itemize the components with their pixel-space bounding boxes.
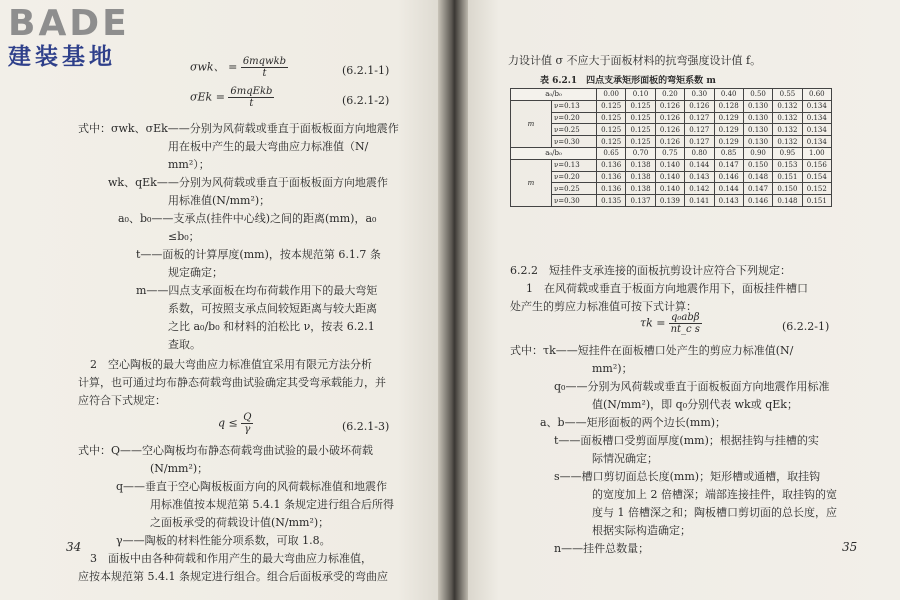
table-poisson-cell: ν=0.20 [552,171,597,183]
table-value-cell: 0.126 [655,124,684,136]
text-line: t——面板槽口受剪面厚度(mm)；根据挂钩与挂槽的实 [554,434,819,447]
table-symbol-cell: m [511,100,552,147]
table-header-cell: a₀/b₀ [511,89,597,101]
text-line: 应按本规范第 5.4.1 条规定进行组合。组合后面板承受的弯曲应 [78,570,388,583]
table-poisson-cell: ν=0.13 [552,159,597,171]
table-value-cell: 0.136 [597,183,626,195]
table-header-cell: 0.10 [626,89,655,101]
table-value-cell: 0.146 [714,171,743,183]
table-value-cell: 0.125 [626,124,655,136]
table-value-cell: 0.132 [773,112,802,124]
table-header-cell: a₀/b₀ [511,147,597,159]
table-value-cell: 0.132 [773,136,802,148]
equation-number: (6.2.1-2) [342,94,390,107]
table-row [511,112,832,124]
table-header-cell: 0.00 [597,89,626,101]
moment-coefficient-table [510,88,832,207]
text-line: 的宽度加上 2 倍槽深；端部连接挂件，取挂钩的宽 [592,488,837,501]
table-header-cell: 1.00 [802,147,831,159]
text-line: 2 空心陶板的最大弯曲应力标准值宜采用有限元方法分析 [90,358,372,371]
table-poisson-cell: ν=0.20 [552,112,597,124]
table-value-cell: 0.137 [626,195,655,207]
table-value-cell: 0.143 [714,195,743,207]
table-header-cell: 0.95 [773,147,802,159]
table-value-cell: 0.156 [802,159,831,171]
table-caption: 表 6.2.1 四点支承矩形面板的弯矩系数 m [540,76,716,86]
table-header-cell: 0.40 [714,89,743,101]
table-value-cell: 0.150 [743,159,772,171]
site-logo [8,3,130,72]
table-value-cell: 0.125 [597,136,626,148]
table-poisson-cell: ν=0.25 [552,183,597,195]
table-value-cell: 0.141 [685,195,714,207]
text-line: 力设计值 σ 不应大于面板材料的抗弯强度设计值 f。 [508,54,762,67]
equation-6-2-1-3: q ≤ $\frac{Q}{\gamma}$ [218,412,252,435]
table-value-cell: 0.140 [655,171,684,183]
table-header-cell: 0.55 [773,89,802,101]
text-line: q₀——分别为风荷载或垂直于面板板面方向地震作用标准 [554,380,830,393]
table-header-cell: 0.80 [685,147,714,159]
text-line: 3 面板中由各种荷载和作用产生的最大弯曲应力标准值， [90,552,372,565]
table-header-cell: 0.60 [802,89,831,101]
table-value-cell: 0.140 [655,183,684,195]
text-line: s——槽口剪切面总长度(mm)；矩形槽或通槽，取挂钩 [554,470,821,483]
table-poisson-cell: ν=0.13 [552,100,597,112]
table-value-cell: 0.134 [802,112,831,124]
table-value-cell: 0.126 [655,136,684,148]
text-line: 查取。 [168,338,201,351]
page-number-left: 34 [66,540,82,554]
table-header-cell: 0.90 [743,147,772,159]
table-value-cell: 0.144 [685,159,714,171]
table-header-cell: 0.65 [597,147,626,159]
table-value-cell: 0.147 [743,183,772,195]
text-line: 根据实际构造确定； [592,524,691,537]
table-poisson-cell: ν=0.30 [552,195,597,207]
text-line: n——挂件总数量； [554,542,650,555]
table-value-cell: 0.134 [802,136,831,148]
table-value-cell: 0.147 [714,159,743,171]
table-value-cell: 0.134 [802,124,831,136]
table-value-cell: 0.130 [743,136,772,148]
equation-6-2-1-2: σEk = $\frac{\text{6mqEkb}}{t}$ [190,86,273,109]
text-line: a₀、b₀——支承点(挂件中心线)之间的距离(mm)，a₀ [118,212,377,225]
table-value-cell: 0.125 [597,112,626,124]
table-value-cell: 0.138 [626,159,655,171]
table-header-row [511,147,832,159]
logo-brand: BADE [8,3,130,44]
text-line: 6.2.2 短挂件支承连接的面板抗剪设计应符合下列规定： [510,264,791,277]
table-value-cell: 0.125 [626,112,655,124]
text-line: 式中：σwk、σEk——分别为风荷载或垂直于面板板面方向地震作 [78,122,399,135]
table-value-cell: 0.126 [685,100,714,112]
table-value-cell: 0.138 [626,171,655,183]
table-value-cell: 0.127 [685,136,714,148]
table-value-cell: 0.144 [714,183,743,195]
text-line: wk、qEk——分别为风荷载或垂直于面板板面方向地震作 [108,176,388,189]
table-header-cell: 0.20 [655,89,684,101]
table-header-cell: 0.50 [743,89,772,101]
table-row [511,171,832,183]
table-value-cell: 0.148 [773,195,802,207]
table-value-cell: 0.134 [802,100,831,112]
book-spine [438,0,468,600]
table-row [511,195,832,207]
table-row [511,159,832,171]
table-value-cell: 0.125 [626,136,655,148]
table-value-cell: 0.135 [597,195,626,207]
text-line: 计算，也可通过均布静态荷载弯曲试验确定其受弯承载能力，并 [78,376,386,389]
table-value-cell: 0.146 [743,195,772,207]
table-value-cell: 0.125 [597,124,626,136]
equation-number: (6.2.1-1) [342,64,390,77]
table-poisson-cell: ν=0.30 [552,136,597,148]
equation-number: (6.2.1-3) [342,420,390,433]
table-symbol-cell: m [511,159,552,206]
table-value-cell: 0.125 [626,100,655,112]
text-line: 用标准值(N/mm²)； [168,194,271,207]
equation-6-2-1-1: σwk、 = $\frac{\text{6mqwkb}}{t}$ [190,56,287,79]
text-line: 用在板中产生的最大弯曲应力标准值（N/ [168,140,369,153]
table-header-cell: 0.85 [714,147,743,159]
text-line: ≤b₀； [168,230,200,243]
table-value-cell: 0.129 [714,124,743,136]
text-line: 式中：τk——短挂件在面板槽口处产生的剪应力标准值(N/ [510,344,794,357]
table-value-cell: 0.151 [802,195,831,207]
equation-6-2-2-1: τk = $\frac{\text{q₀abβ}}{\text{nt\_c s}}$ [640,312,700,335]
table-value-cell: 0.132 [773,124,802,136]
table-value-cell: 0.148 [743,171,772,183]
table-header-row [511,89,832,101]
equation-number: (6.2.2-1) [782,320,830,333]
text-line: γ——陶板的材料性能分项系数，可取 1.8。 [116,534,331,547]
table-value-cell: 0.128 [714,100,743,112]
table-value-cell: 0.143 [685,171,714,183]
table-value-cell: 0.127 [685,124,714,136]
text-line: 处产生的剪应力标准值可按下式计算： [510,300,697,313]
table-poisson-cell: ν=0.25 [552,124,597,136]
table-value-cell: 0.130 [743,112,772,124]
text-line: 之比 a₀/b₀ 和材料的泊松比 ν，按表 6.2.1 [168,320,375,333]
table-value-cell: 0.126 [655,100,684,112]
table-value-cell: 0.130 [743,124,772,136]
text-line: (N/mm²)； [150,462,209,475]
table-value-cell: 0.136 [597,171,626,183]
table-value-cell: 0.151 [773,171,802,183]
text-line: 应符合下式规定： [78,394,166,407]
table-value-cell: 0.139 [655,195,684,207]
table-value-cell: 0.152 [802,183,831,195]
table-value-cell: 0.126 [655,112,684,124]
text-line: a、b——矩形面板的两个边长(mm)； [540,416,727,429]
text-line: t——面板的计算厚度(mm)，按本规范第 6.1.7 条 [136,248,381,261]
text-line: 1 在风荷载或垂直于板面方向地震作用下，面板挂件槽口 [526,282,808,295]
text-line: q——垂直于空心陶板板面方向的风荷载标准值和地震作 [116,480,388,493]
table-row [511,136,832,148]
table-value-cell: 0.154 [802,171,831,183]
table-header-cell: 0.30 [685,89,714,101]
table-value-cell: 0.129 [714,112,743,124]
table-value-cell: 0.138 [626,183,655,195]
text-line: mm²)； [592,362,633,375]
table-value-cell: 0.129 [714,136,743,148]
text-line: m——四点支承面板在均布荷载作用下的最大弯矩 [136,284,378,297]
text-line: 用标准值按本规范第 5.4.1 条规定进行组合后所得 [150,498,394,511]
text-line: 值(N/mm²)，即 q₀分别代表 wk或 qEk； [592,398,798,411]
page-number-right: 35 [842,540,858,554]
table-row [511,100,832,112]
table-header-cell: 0.75 [655,147,684,159]
table-value-cell: 0.132 [773,100,802,112]
text-line: 之面板承受的荷载设计值(N/mm²)； [150,516,330,529]
table-row [511,183,832,195]
table-value-cell: 0.127 [685,112,714,124]
text-line: mm²）； [168,158,210,171]
text-line: 际情况确定； [592,452,658,465]
table-value-cell: 0.150 [773,183,802,195]
table-value-cell: 0.125 [597,100,626,112]
table-header-cell: 0.70 [626,147,655,159]
table-value-cell: 0.140 [655,159,684,171]
table-row [511,124,832,136]
table-value-cell: 0.130 [743,100,772,112]
table-value-cell: 0.153 [773,159,802,171]
text-line: 系数，可按照支承点间较短距离与较大距离 [168,302,377,315]
logo-subtitle: 建装基地 [8,44,116,70]
table-value-cell: 0.142 [685,183,714,195]
text-line: 式中：Q——空心陶板均布静态荷载弯曲试验的最小破坏荷载 [78,444,374,457]
text-line: 度与 1 倍槽深之和；陶板槽口剪切面的总长度，应 [592,506,837,519]
text-line: 规定确定； [168,266,223,279]
table-value-cell: 0.136 [597,159,626,171]
